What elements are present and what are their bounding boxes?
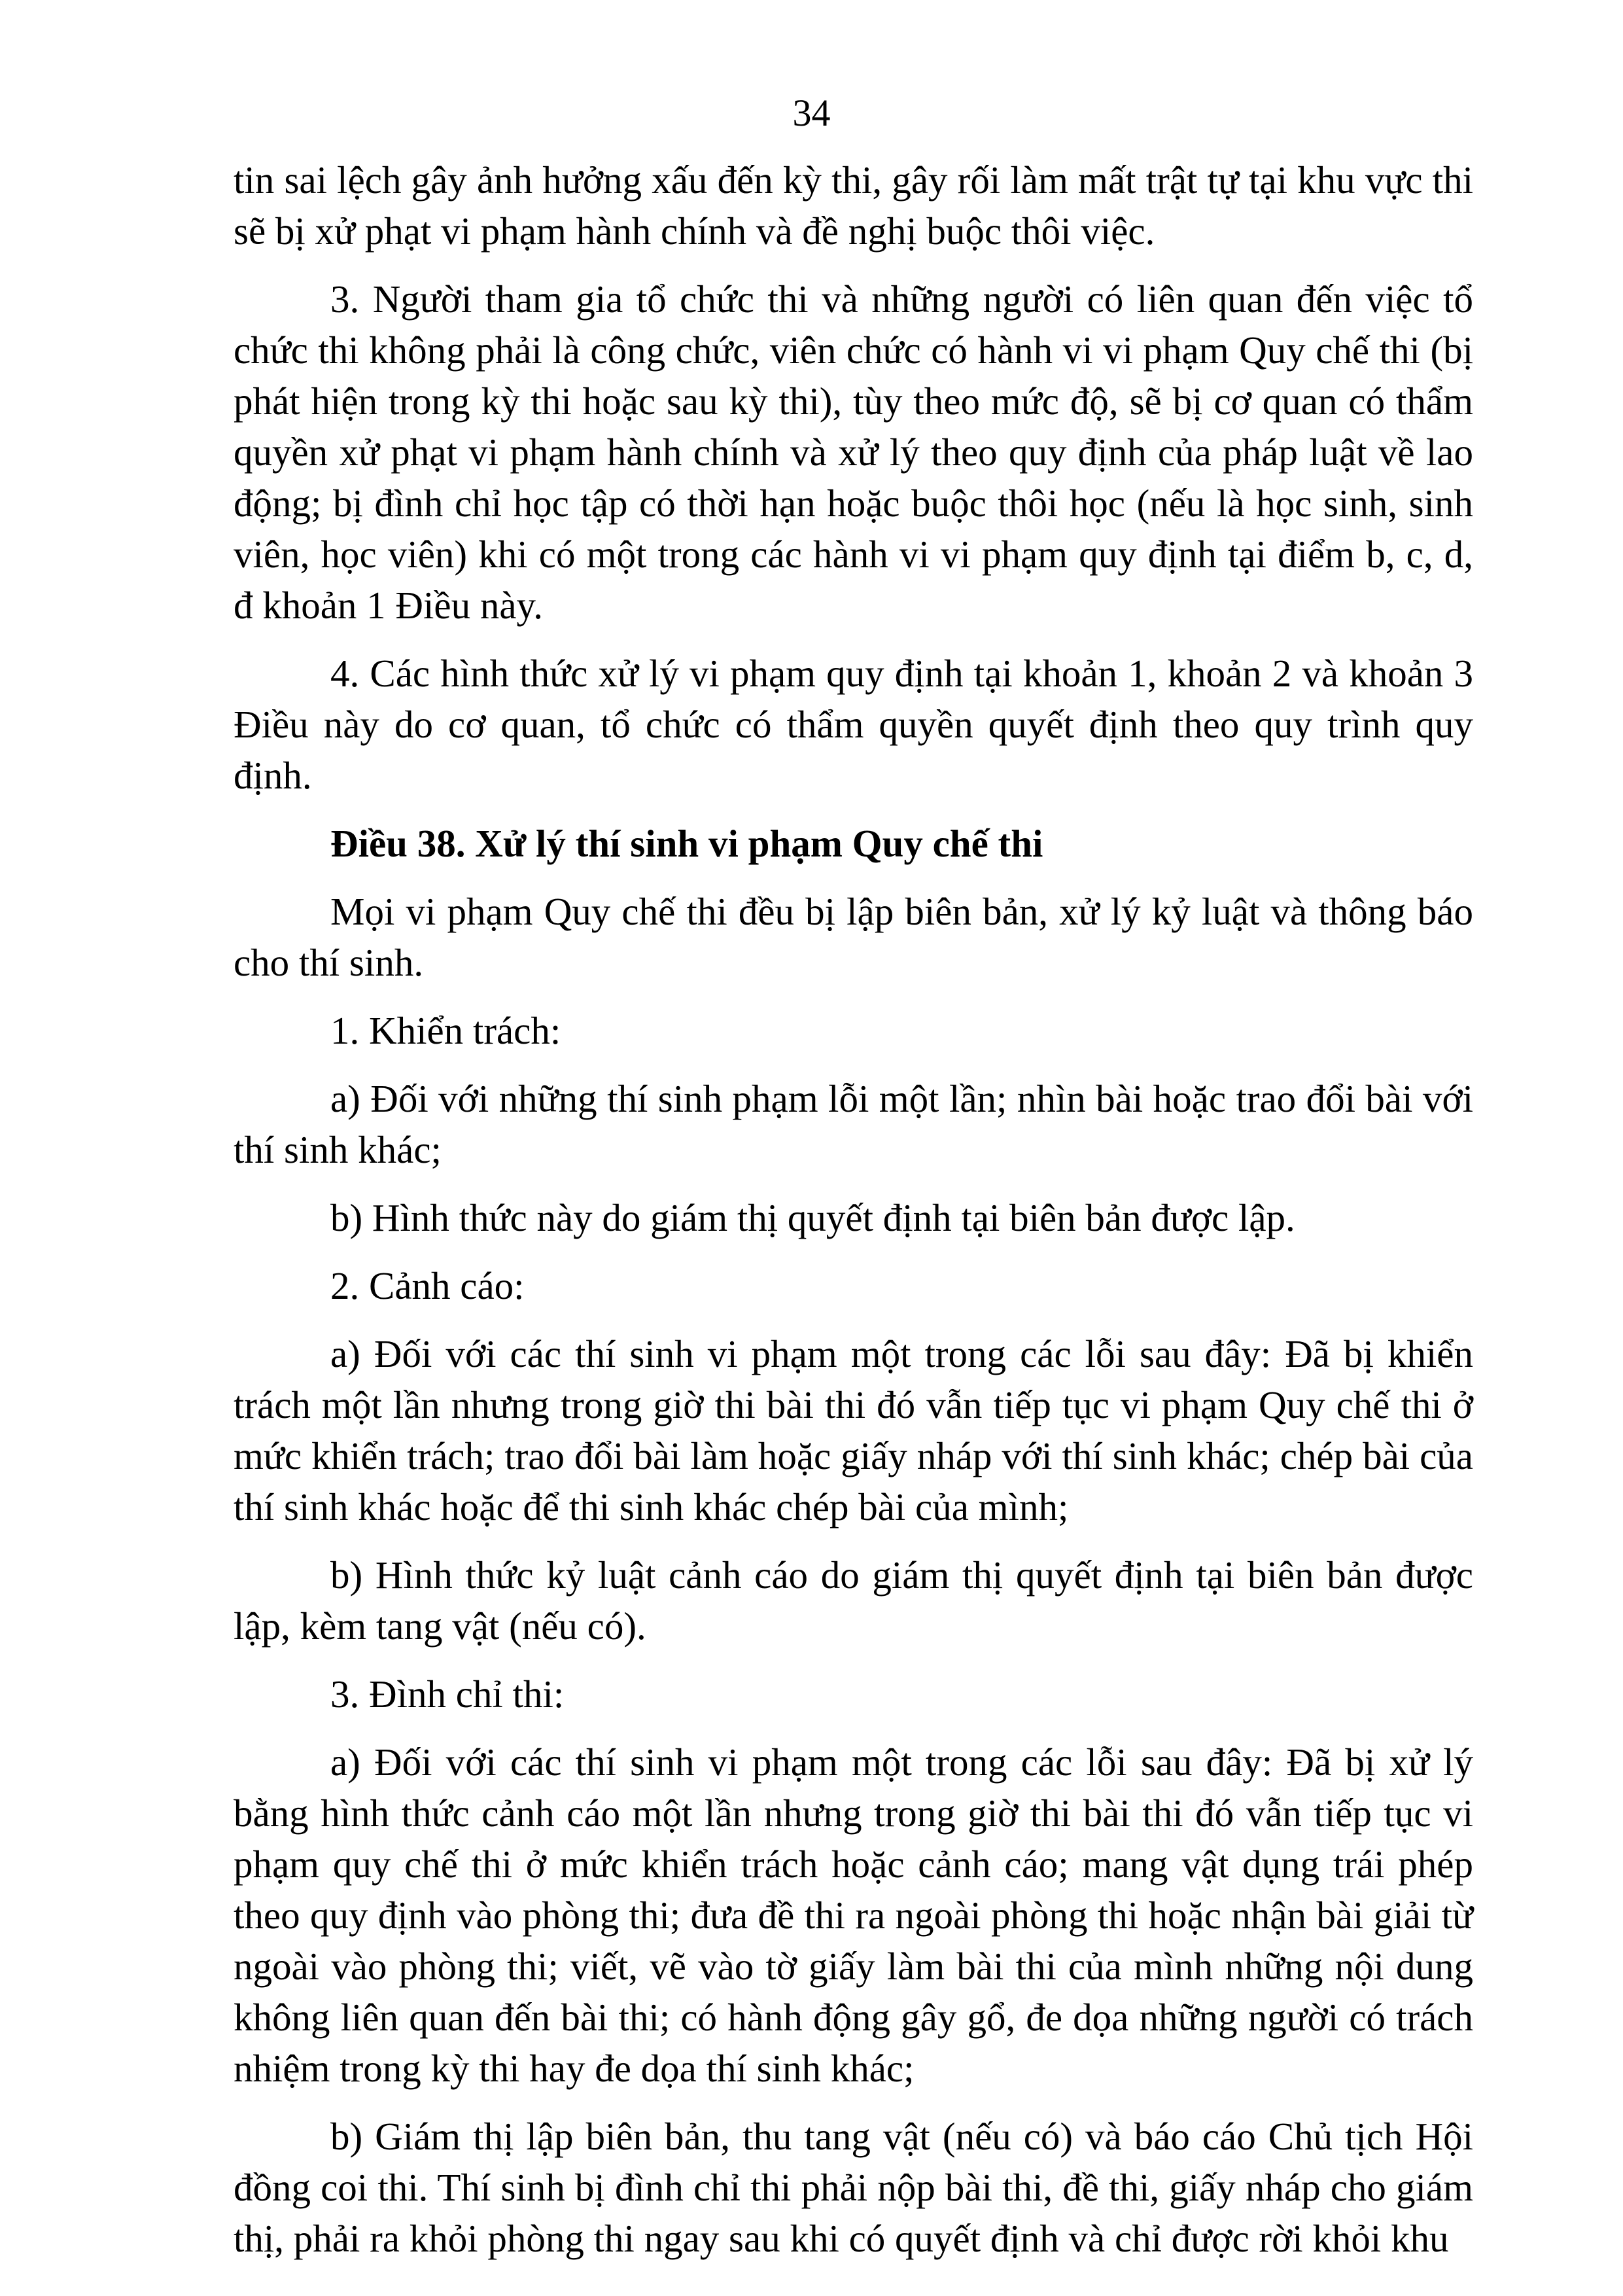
paragraph-suspension-a: a) Đối với các thí sinh vi phạm một trong các lỗi sau đây: Đã bị xử lý bằng hình thức cảnh cáo một lần nhưng trong giờ thi bài thi đó vẫn tiếp tục vi phạm quy chế thi ở mức khiển trách hoặc cảnh cáo; mang vật dụng trái phép theo quy định vào phòng thi; đưa đề thi ra ngoài phòng thi hoặc nhận bài giải từ ngoài vào phòng thi; viết, vẽ vào tờ giấy làm bài thi của mình những nội dung không liên quan đến bài thi; có hành động gây gổ, đe dọa những người có trách nhiệm trong kỳ thi hay đe dọa thí sinh khác; xyxy=(234,1740,1473,2090)
paragraph-reprimand-title: 1. Khiển trách: xyxy=(330,1009,561,1052)
paragraph-reprimand-b: b) Hình thức này do giám thị quyết định tại biên bản được lập. xyxy=(330,1196,1295,1239)
paragraph-warning-title: 2. Cảnh cáo: xyxy=(330,1264,525,1307)
article-38-heading: Điều 38. Xử lý thí sinh vi phạm Quy chế thi xyxy=(330,822,1043,865)
paragraph-clause-4: 4. Các hình thức xử lý vi phạm quy định tại khoản 1, khoản 2 và khoản 3 Điều này do cơ quan, tổ chức có thẩm quyền quyết định theo quy trình quy định. xyxy=(234,652,1473,797)
paragraph-clause-3: 3. Người tham gia tổ chức thi và những người có liên quan đến việc tổ chức thi không phải là công chức, viên chức có hành vi vi phạm Quy chế thi (bị phát hiện trong kỳ thi hoặc sau kỳ thi), tùy theo mức độ, sẽ bị cơ quan có thẩm quyền xử phạt vi phạm hành chính và xử lý theo quy định của pháp luật về lao động; bị đình chỉ học tập có thời hạn hoặc buộc thôi học (nếu là học sinh, sinh viên, học viên) khi có một trong các hành vi vi phạm quy định tại điểm b, c, d, đ khoản 1 Điều này. xyxy=(234,277,1473,627)
page-number: 34 xyxy=(792,92,831,134)
document-body xyxy=(234,154,1473,2281)
paragraph-article-38-intro: Mọi vi phạm Quy chế thi đều bị lập biên bản, xử lý kỷ luật và thông báo cho thí sinh. xyxy=(234,890,1473,984)
paragraph-warning-b: b) Hình thức kỷ luật cảnh cáo do giám thị quyết định tại biên bản được lập, kèm tang vật (nếu có). xyxy=(234,1553,1473,1648)
paragraph-suspension-title: 3. Đình chỉ thi: xyxy=(330,1672,565,1716)
paragraph-continuation: tin sai lệch gây ảnh hưởng xấu đến kỳ thi, gây rối làm mất trật tự tại khu vực thi sẽ bị xử phạt vi phạm hành chính và đề nghị buộc thôi việc. xyxy=(234,158,1473,253)
paragraph-warning-a: a) Đối với các thí sinh vi phạm một trong các lỗi sau đây: Đã bị khiển trách một lần nhưng trong giờ thi bài thi đó vẫn tiếp tục vi phạm Quy chế thi ở mức khiển trách; trao đổi bài làm hoặc giấy nháp với thí sinh khác; chép bài của thí sinh khác hoặc để thi sinh khác chép bài của mình; xyxy=(234,1332,1473,1528)
paragraph-suspension-b: b) Giám thị lập biên bản, thu tang vật (nếu có) và báo cáo Chủ tịch Hội đồng coi thi. Thí sinh bị đình chỉ thi phải nộp bài thi, đề thi, giấy nháp cho giám thị, phải ra khỏi phòng thi ngay sau khi có quyết định và chỉ được rời khỏi khu xyxy=(234,2115,1473,2260)
paragraph-reprimand-a: a) Đối với những thí sinh phạm lỗi một lần; nhìn bài hoặc trao đổi bài với thí sinh khác; xyxy=(234,1077,1473,1171)
